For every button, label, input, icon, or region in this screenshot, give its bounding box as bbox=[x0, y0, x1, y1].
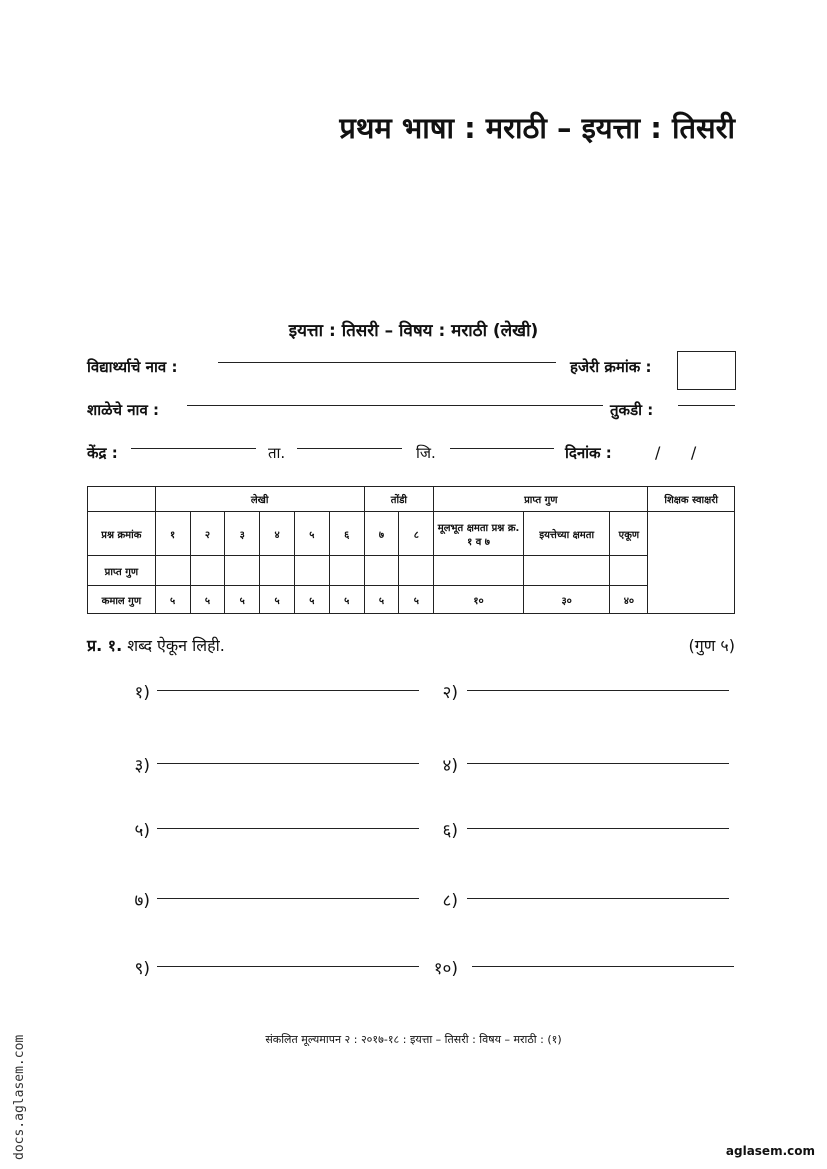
score-header: इयत्तेच्या क्षमता bbox=[523, 512, 610, 556]
district-label: जि. bbox=[416, 444, 436, 462]
roll-no-label: हजेरी क्रमांक : bbox=[570, 358, 652, 376]
question-text: शब्द ऐकून लिही. bbox=[127, 636, 225, 655]
watermark: docs.aglasem.com bbox=[12, 1034, 27, 1160]
teacher-signature-cell[interactable] bbox=[648, 512, 735, 614]
division-label: तुकडी : bbox=[610, 401, 654, 419]
answer-number: ६) bbox=[442, 821, 458, 841]
answer-number: ८) bbox=[442, 891, 458, 911]
obtained-cell[interactable] bbox=[294, 556, 329, 586]
answer-line[interactable] bbox=[472, 966, 734, 967]
center-field[interactable] bbox=[131, 448, 256, 449]
answer-line[interactable] bbox=[157, 828, 419, 829]
obtained-cell[interactable] bbox=[225, 556, 260, 586]
obtained-cell[interactable] bbox=[364, 556, 399, 586]
answer-line[interactable] bbox=[157, 898, 419, 899]
answer-number: ७) bbox=[134, 891, 150, 911]
brand-link[interactable]: aglasem.com bbox=[725, 1144, 815, 1158]
answer-number: ३) bbox=[134, 756, 150, 776]
max-mark: ५ bbox=[225, 586, 260, 614]
question-number: ८ bbox=[399, 512, 434, 556]
row-label: कमाल गुण bbox=[88, 586, 156, 614]
group-oral: तोंडी bbox=[364, 487, 434, 512]
question-number: ६ bbox=[329, 512, 364, 556]
answer-number: १) bbox=[134, 683, 150, 703]
answer-number: १०) bbox=[433, 959, 458, 979]
group-obtained: प्राप्त गुण bbox=[434, 487, 648, 512]
max-mark: ३० bbox=[523, 586, 610, 614]
max-mark: १० bbox=[434, 586, 524, 614]
obtained-cell[interactable] bbox=[329, 556, 364, 586]
max-mark: ५ bbox=[399, 586, 434, 614]
obtained-cell[interactable] bbox=[155, 556, 190, 586]
group-teacher-signature: शिक्षक स्वाक्षरी bbox=[648, 487, 735, 512]
answer-line[interactable] bbox=[467, 898, 729, 899]
answer-line[interactable] bbox=[467, 690, 729, 691]
subtitle: इयत्ता : तिसरी – विषय : मराठी (लेखी) bbox=[288, 321, 539, 341]
answer-line[interactable] bbox=[467, 828, 729, 829]
marks-table bbox=[87, 486, 735, 614]
taluka-field[interactable] bbox=[297, 448, 402, 449]
obtained-cell[interactable] bbox=[610, 556, 648, 586]
max-mark: ५ bbox=[294, 586, 329, 614]
row-label: प्राप्त गुण bbox=[88, 556, 156, 586]
footer: संकलित मूल्यमापन २ : २०१७-१८ : इयत्ता – तिसरी : विषय – मराठी : (१) bbox=[265, 1033, 562, 1046]
question-marks: (गुण ५) bbox=[688, 636, 735, 655]
max-mark: ५ bbox=[155, 586, 190, 614]
roll-no-box[interactable] bbox=[677, 351, 736, 390]
score-header: एकूण bbox=[610, 512, 648, 556]
max-mark: ५ bbox=[364, 586, 399, 614]
obtained-cell[interactable] bbox=[190, 556, 225, 586]
school-name-label: शाळेचे नाव : bbox=[87, 401, 160, 419]
answer-line[interactable] bbox=[157, 966, 419, 967]
question-number: ७ bbox=[364, 512, 399, 556]
answer-number: ९) bbox=[134, 959, 150, 979]
obtained-cell[interactable] bbox=[260, 556, 295, 586]
date-field[interactable]: / / bbox=[655, 443, 697, 462]
max-mark: ५ bbox=[329, 586, 364, 614]
answer-line[interactable] bbox=[157, 690, 419, 691]
answer-number: ५) bbox=[134, 821, 150, 841]
obtained-cell[interactable] bbox=[399, 556, 434, 586]
school-name-field[interactable] bbox=[187, 405, 603, 406]
row-label: प्रश्न क्रमांक bbox=[88, 512, 156, 556]
obtained-cell[interactable] bbox=[434, 556, 524, 586]
district-field[interactable] bbox=[450, 448, 554, 449]
question-label: प्र. १. bbox=[87, 636, 123, 655]
question-number: ३ bbox=[225, 512, 260, 556]
group-written: लेखी bbox=[155, 487, 364, 512]
max-mark: ५ bbox=[260, 586, 295, 614]
question-number: ४ bbox=[260, 512, 295, 556]
student-name-field[interactable] bbox=[218, 362, 556, 363]
answer-number: ४) bbox=[442, 756, 458, 776]
question-number: १ bbox=[155, 512, 190, 556]
answer-number: २) bbox=[442, 683, 458, 703]
student-name-label: विद्यार्थ्याचे नाव : bbox=[87, 358, 178, 376]
score-header: मूलभूत क्षमता प्रश्न क्र. १ व ७ bbox=[434, 512, 524, 556]
date-label: दिनांक : bbox=[565, 444, 612, 462]
division-field[interactable] bbox=[678, 405, 735, 406]
answer-line[interactable] bbox=[157, 763, 419, 764]
page-title: प्रथम भाषा : मराठी – इयत्ता : तिसरी bbox=[339, 111, 735, 145]
obtained-cell[interactable] bbox=[523, 556, 610, 586]
max-mark: ४० bbox=[610, 586, 648, 614]
taluka-label: ता. bbox=[268, 444, 286, 462]
center-label: केंद्र : bbox=[87, 444, 118, 462]
max-mark: ५ bbox=[190, 586, 225, 614]
question-number: ५ bbox=[294, 512, 329, 556]
answer-line[interactable] bbox=[467, 763, 729, 764]
question-heading bbox=[87, 634, 225, 656]
question-number: २ bbox=[190, 512, 225, 556]
